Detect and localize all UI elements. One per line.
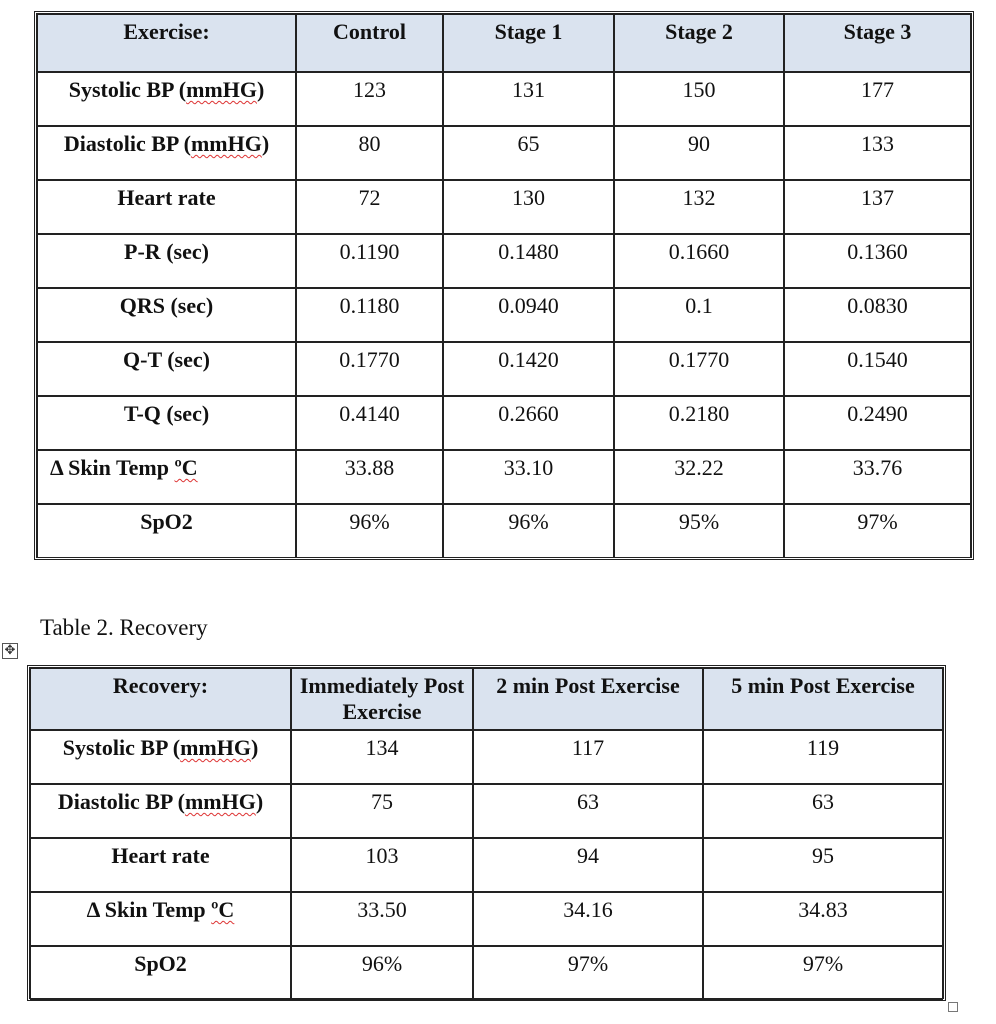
table-cell: 131 bbox=[443, 72, 614, 126]
table-cell: 75 bbox=[291, 784, 473, 838]
table-row bbox=[37, 396, 971, 450]
table-row bbox=[30, 784, 943, 838]
row-label-text: SpO2 bbox=[134, 951, 187, 976]
table-cell: 0.1420 bbox=[443, 342, 614, 396]
table-cell: 0.1360 bbox=[784, 234, 971, 288]
table-cell: 97% bbox=[784, 504, 971, 558]
table-cell: 0.0940 bbox=[443, 288, 614, 342]
table-cell: 0.1180 bbox=[296, 288, 443, 342]
table-cell: 137 bbox=[784, 180, 971, 234]
table-cell: 97% bbox=[473, 946, 703, 1000]
table-row bbox=[30, 838, 943, 892]
row-label-unit: mmHG bbox=[190, 131, 262, 156]
table-row bbox=[37, 180, 971, 234]
table-cell: 63 bbox=[703, 784, 943, 838]
table-cell: 95 bbox=[703, 838, 943, 892]
header-cell: Recovery: bbox=[30, 668, 291, 730]
row-label-unit: mmHG bbox=[180, 735, 251, 760]
row-label-text: Q-T (sec) bbox=[123, 347, 210, 372]
header-cell: 2 min Post Exercise bbox=[473, 668, 703, 730]
table-cell: 0.2490 bbox=[784, 396, 971, 450]
row-label-unit: mmHG bbox=[186, 77, 257, 102]
table-cell: 96% bbox=[296, 504, 443, 558]
table-row bbox=[37, 126, 971, 180]
row-label-text: Heart rate bbox=[117, 185, 216, 210]
table-cell: 0.1540 bbox=[784, 342, 971, 396]
row-label-text: Δ Skin Temp bbox=[86, 897, 212, 922]
row-label bbox=[37, 396, 296, 450]
table-cell: 0.1660 bbox=[614, 234, 784, 288]
row-label-text: Diastolic BP ( bbox=[57, 789, 185, 814]
row-label bbox=[30, 730, 291, 784]
table-cell: 97% bbox=[703, 946, 943, 1000]
table-cell: 33.76 bbox=[784, 450, 971, 504]
table-cell: 63 bbox=[473, 784, 703, 838]
table-cell: 96% bbox=[443, 504, 614, 558]
table-cell: 34.83 bbox=[703, 892, 943, 946]
table-cell: 0.0830 bbox=[784, 288, 971, 342]
row-label-text: Systolic BP ( bbox=[62, 735, 181, 760]
table-cell: 33.10 bbox=[443, 450, 614, 504]
table-cell: 72 bbox=[296, 180, 443, 234]
table-row bbox=[37, 72, 971, 126]
row-label bbox=[30, 784, 291, 838]
row-label bbox=[37, 288, 296, 342]
table-cell: 65 bbox=[443, 126, 614, 180]
table-row bbox=[37, 504, 971, 558]
table-cell: 0.1770 bbox=[296, 342, 443, 396]
header-cell: Exercise: bbox=[37, 14, 296, 72]
header-cell: 5 min Post Exercise bbox=[703, 668, 943, 730]
row-label bbox=[30, 892, 291, 946]
row-label bbox=[37, 342, 296, 396]
row-label-unit: ºC bbox=[174, 455, 198, 480]
table-cell: 117 bbox=[473, 730, 703, 784]
row-label-text: SpO2 bbox=[140, 509, 193, 534]
table-cell: 150 bbox=[614, 72, 784, 126]
header-cell: Stage 1 bbox=[443, 14, 614, 72]
table-cell: 123 bbox=[296, 72, 443, 126]
row-label bbox=[37, 450, 296, 504]
table-cell: 0.2180 bbox=[614, 396, 784, 450]
table-cell: 0.4140 bbox=[296, 396, 443, 450]
table-row bbox=[37, 288, 971, 342]
table-header-row bbox=[37, 14, 971, 72]
move-handle-icon[interactable]: ✥ bbox=[2, 643, 18, 659]
table-cell: 134 bbox=[291, 730, 473, 784]
header-cell: Immediately Post Exercise bbox=[291, 668, 473, 730]
header-cell: Stage 2 bbox=[614, 14, 784, 72]
table-cell: 94 bbox=[473, 838, 703, 892]
row-label-text: Systolic BP ( bbox=[68, 77, 187, 102]
table-cell: 95% bbox=[614, 504, 784, 558]
row-label-text: QRS (sec) bbox=[119, 293, 214, 318]
row-label-tail: ) bbox=[255, 789, 264, 814]
table-cell: 90 bbox=[614, 126, 784, 180]
row-label-text: Δ Skin Temp bbox=[50, 455, 175, 480]
exercise-table bbox=[34, 11, 974, 560]
row-label-tail: ) bbox=[256, 77, 265, 102]
table-cell: 34.16 bbox=[473, 892, 703, 946]
resize-handle-icon[interactable] bbox=[948, 1002, 958, 1012]
row-label bbox=[37, 234, 296, 288]
table-cell: 119 bbox=[703, 730, 943, 784]
row-label bbox=[37, 504, 296, 558]
table-cell: 132 bbox=[614, 180, 784, 234]
table-row bbox=[30, 946, 943, 1000]
row-label bbox=[30, 838, 291, 892]
table-row bbox=[30, 892, 943, 946]
row-label-tail: ) bbox=[250, 735, 259, 760]
row-label bbox=[37, 72, 296, 126]
table-cell: 33.50 bbox=[291, 892, 473, 946]
row-label-text: P-R (sec) bbox=[124, 239, 209, 264]
table-cell: 32.22 bbox=[614, 450, 784, 504]
row-label-text: Heart rate bbox=[111, 843, 210, 868]
row-label-unit: ºC bbox=[211, 897, 235, 922]
table-cell: 103 bbox=[291, 838, 473, 892]
header-cell: Stage 3 bbox=[784, 14, 971, 72]
table-header-row bbox=[30, 668, 943, 730]
table-cell: 177 bbox=[784, 72, 971, 126]
table-caption: Table 2. Recovery bbox=[40, 615, 208, 640]
table-cell: 0.1480 bbox=[443, 234, 614, 288]
table-row bbox=[37, 342, 971, 396]
table-row bbox=[30, 730, 943, 784]
table-cell: 0.1770 bbox=[614, 342, 784, 396]
recovery-table bbox=[27, 665, 946, 1001]
table-cell: 133 bbox=[784, 126, 971, 180]
row-label-tail: ) bbox=[261, 131, 270, 156]
table-cell: 0.2660 bbox=[443, 396, 614, 450]
table-row bbox=[37, 234, 971, 288]
row-label-unit: mmHG bbox=[184, 789, 256, 814]
table-cell: 33.88 bbox=[296, 450, 443, 504]
row-label bbox=[30, 946, 291, 1000]
table-cell: 0.1 bbox=[614, 288, 784, 342]
table-cell: 80 bbox=[296, 126, 443, 180]
row-label-text: T-Q (sec) bbox=[123, 401, 210, 426]
table-row bbox=[37, 450, 971, 504]
row-label bbox=[37, 126, 296, 180]
row-label bbox=[37, 180, 296, 234]
row-label-text: Diastolic BP ( bbox=[63, 131, 191, 156]
header-cell: Control bbox=[296, 14, 443, 72]
table-cell: 130 bbox=[443, 180, 614, 234]
table-cell: 0.1190 bbox=[296, 234, 443, 288]
table-cell: 96% bbox=[291, 946, 473, 1000]
